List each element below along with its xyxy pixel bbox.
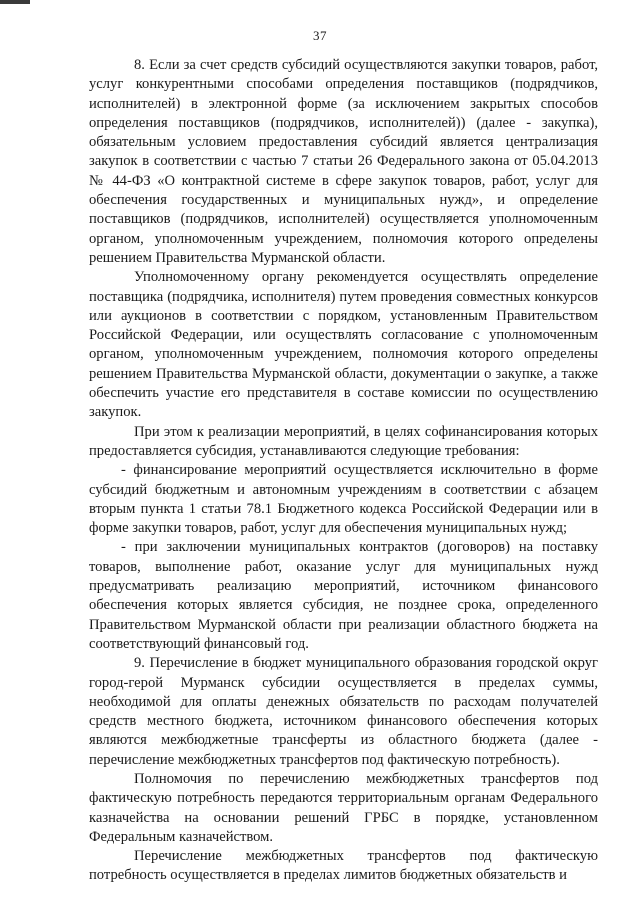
scan-edge-mark	[0, 0, 30, 4]
paragraph-authorized-body: Уполномоченному органу рекомендуется осуществлять определение поставщика (подрядчика, исполнителя) путем проведения совместных конкурсов или аукционов в соответствии с порядком, установленным Правительством Российской Федерации, или осуществлять согласование с уполномоченным органом, уполномоченным учреждением, полномочия которого определены решением Правительства Мурманской области, документации о закупке, а также обеспечить участие его представителя в составе комиссии по осуществлению закупок.	[89, 269, 598, 421]
list-item-contracts: - при заключении муниципальных контрактов (договоров) на поставку товаров, выполнение работ, оказание услуг для муниципальных нужд предусматривать реализацию мероприятий, источником финансового обеспечения которых является субсидия, не позднее срока, определенного Правительством Мурманской области при реализации областного бюджета на соответствующий финансовый год.	[89, 539, 598, 652]
list-item-financing: - финансирование мероприятий осуществляется исключительно в форме субсидий бюджетным и автономным учреждениям в соответствии с абзацем вторым пункта 1 статьи 78.1 Бюджетного кодекса Российской Федерации или в форме закупки товаров, работ, услуг для обеспечения муниципальных нужд;	[89, 462, 598, 537]
paragraph-transfer-powers: Полномочия по перечислению межбюджетных трансфертов под фактическую потребность передаются территориальным органам Федерального казначейства на основании решений ГРБС в порядке, установленном Федеральным казначейством.	[89, 770, 598, 845]
page-number: 37	[313, 28, 327, 43]
paragraph-item-9: 9. Перечисление в бюджет муниципального образования городской округ город-герой Мурманск субсидии осуществляется в пределах суммы, необходимой для оплаты денежных обязательств по расходам получателей средств местного бюджета, источником финансового обеспечения которых являются межбюджетные трансферты из областного бюджета (далее - перечисление межбюджетных трансфертов под фактическую потребность).	[89, 655, 598, 768]
paragraph-requirements-intro: При этом к реализации мероприятий, в целях софинансирования которых предоставляется субсидия, устанавливаются следующие требования:	[89, 423, 598, 459]
paragraph-item-8: 8. Если за счет средств субсидий осуществляются закупки товаров, работ, услуг конкурентными способами определения поставщиков (подрядчиков, исполнителей) в электронной форме (за исключением закрытых способов определения поставщиков (подрядчиков, исполнителей)) (далее - закупка), обязательным условием предоставления субсидий является централизация закупок в соответствии с частью 7 статьи 26 Федерального закона от 05.04.2013 № 44-ФЗ «О контрактной системе в сфере закупок товаров, работ, услуг для обеспечения государственных и муниципальных нужд», и определение поставщиков (подрядчиков, исполнителей) осуществляется уполномоченным органом, уполномоченным учреждением, полномочия которого определены решением Правительства Мурманской области.	[89, 57, 598, 266]
paragraph-transfer-limits: Перечисление межбюджетных трансфертов под фактическую потребность осуществляется в пределах лимитов бюджетных обязательств и	[89, 848, 598, 884]
document-body	[89, 56, 598, 886]
